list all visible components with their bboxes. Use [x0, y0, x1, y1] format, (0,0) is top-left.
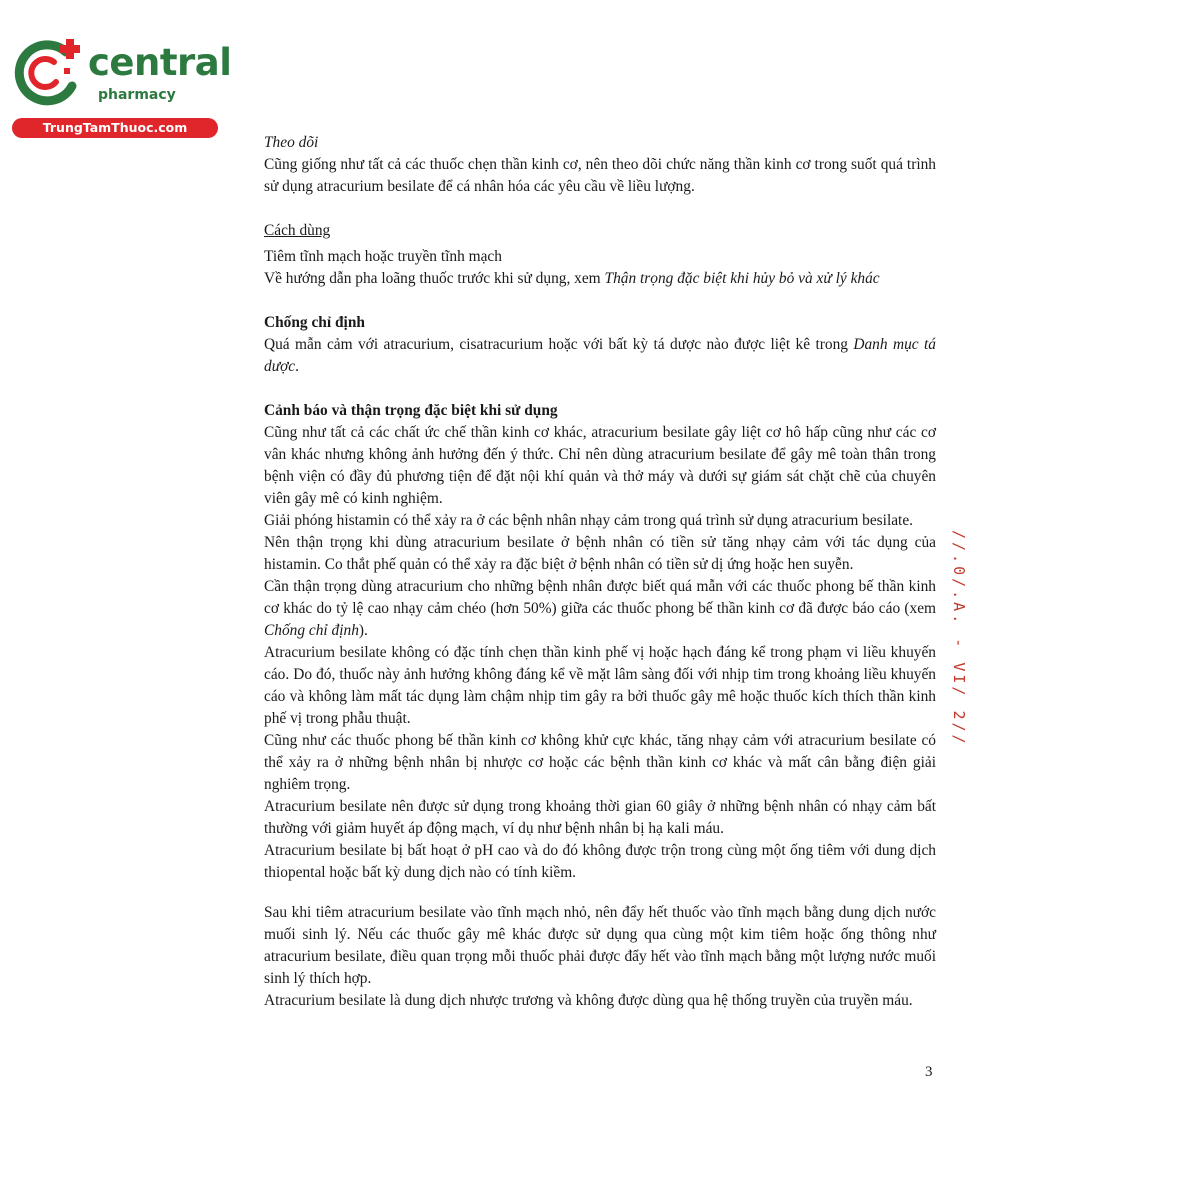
central-pharmacy-logo: [10, 38, 232, 138]
warnings-paragraph-2: Giải phóng histamin có thể xảy ra ở các bệnh nhân nhạy cảm trong quá trình sử dụng atracurium besilate.: [264, 512, 914, 529]
administration-line-2-ref: Thận trọng đặc biệt khi hủy bỏ và xử lý khác: [604, 270, 880, 287]
administration-line-2: [264, 268, 936, 290]
logo-brand: central: [88, 41, 232, 84]
administration-line-2-text: Về hướng dẫn pha loãng thuốc trước khi sử dụng, xem: [264, 270, 605, 287]
warnings-paragraph-4-end: ).: [358, 622, 368, 639]
warnings-paragraph-7: Atracurium besilate nên được sử dụng trong khoảng thời gian 60 giây ở những bệnh nhân có nhạy cảm bất thường với giảm huyết áp động mạch, ví dụ như bệnh nhân bị hạ kali máu.: [264, 798, 936, 837]
warnings-paragraph-6: Cũng như các thuốc phong bế thần kinh cơ không khử cực khác, tăng nhạy cảm với atracurium besilate có thể xảy ra ở những bệnh nhân bị nhược cơ hoặc các bệnh thần kinh cơ khác và mất cân bằng điện giải nghiêm trọng.: [264, 732, 936, 793]
warnings-paragraph-9: Sau khi tiêm atracurium besilate vào tĩnh mạch nhỏ, nên đẩy hết thuốc vào tĩnh mạch bằng dung dịch nước muối sinh lý. Nếu các thuốc gây mê khác được sử dụng qua cùng một kim tiêm hoặc ống thông như atracurium besilate, điều quan trọng mỗi thuốc phải được đẩy hết vào tĩnh mạch bằng một lượng nước muối sinh lý thích hợp.: [264, 904, 936, 987]
warnings-paragraph-4-text: Cần thận trọng dùng atracurium cho những bệnh nhân được biết quá mẫn với các thuốc phong bế thần kinh cơ khác do tỷ lệ cao nhạy cảm chéo (hơn 50%) giữa các thuốc phong bế thần kinh cơ đã được báo cáo (xem: [264, 578, 936, 617]
warnings-paragraph-1: Cũng như tất cả các chất ức chế thần kinh cơ khác, atracurium besilate gây liệt cơ hô hấp cũng như các cơ vân khác nhưng không ảnh hưởng đến ý thức. Chỉ nên dùng atracurium besilate để gây mê toàn thân trong bệnh viện có đầy đủ phương tiện để đặt nội khí quản và thở máy và dưới sự giám sát chặt chẽ của chuyên viên gây mê có kinh nghiệm.: [264, 424, 936, 507]
contraindications-text: [264, 334, 936, 378]
logo-subtitle: pharmacy: [98, 87, 176, 103]
logo-mark-icon: [10, 38, 86, 106]
contraindications-heading: Chống chỉ định: [264, 314, 365, 331]
warnings-paragraph-10: Atracurium besilate là dung dịch nhược trương và không được dùng qua hệ thống truyền của truyền máu.: [264, 992, 913, 1009]
warnings-paragraph-3: Nên thận trọng khi dùng atracurium besilate ở bệnh nhân có tiền sử tăng nhạy cảm với tác dụng của histamin. Co thắt phế quản có thể xảy ra đặc biệt ở bệnh nhân có tiền sử dị ứng hoặc hen suyễn.: [264, 534, 936, 573]
warnings-heading: Cảnh báo và thận trọng đặc biệt khi sử dụng: [264, 402, 558, 419]
contraindications-ref: Danh mục tá dược: [264, 336, 936, 375]
handwritten-margin-note: //.0/.A. - VI/ 2//: [950, 530, 968, 747]
warnings-paragraph-4: [264, 576, 936, 642]
contraindications-body: Quá mẫn cảm với atracurium, cisatracurium hoặc với bất kỳ tá dược nào được liệt kê trong: [264, 336, 854, 353]
warnings-paragraph-5: Atracurium besilate không có đặc tính chẹn thần kinh phế vị hoặc hạch đáng kể trong phạm vi liều khuyến cáo. Do đó, thuốc này ảnh hưởng không đáng kể về mặt lâm sàng đối với nhịp tim trong khoảng liều khuyến cáo và không làm mất tác dụng làm chậm nhịp tim gây ra bởi thuốc gây mê hoặc thuốc kích thích thần kinh phế vị trong phẫu thuật.: [264, 644, 936, 727]
warnings-paragraph-4-ref: Chống chỉ định: [264, 622, 359, 639]
monitoring-heading: Theo dõi: [264, 134, 319, 151]
administration-line-1: Tiêm tĩnh mạch hoặc truyền tĩnh mạch: [264, 248, 502, 265]
contraindications-end: .: [295, 358, 299, 375]
page-number: 3: [925, 1064, 933, 1080]
monitoring-text: Cũng giống như tất cả các thuốc chẹn thần kinh cơ, nên theo dõi chức năng thần kinh cơ trong suốt quá trình sử dụng atracurium besilate để cá nhân hóa các yêu cầu về liều lượng.: [264, 156, 936, 195]
warnings-paragraph-8: Atracurium besilate bị bất hoạt ở pH cao và do đó không được trộn trong cùng một ống tiêm với dung dịch thiopental hoặc bất kỳ dung dịch nào có tính kiềm.: [264, 842, 936, 881]
administration-heading: Cách dùng: [264, 222, 331, 239]
logo-url-badge: TrungTamThuoc.com: [12, 118, 218, 138]
document-body: [264, 132, 936, 1012]
